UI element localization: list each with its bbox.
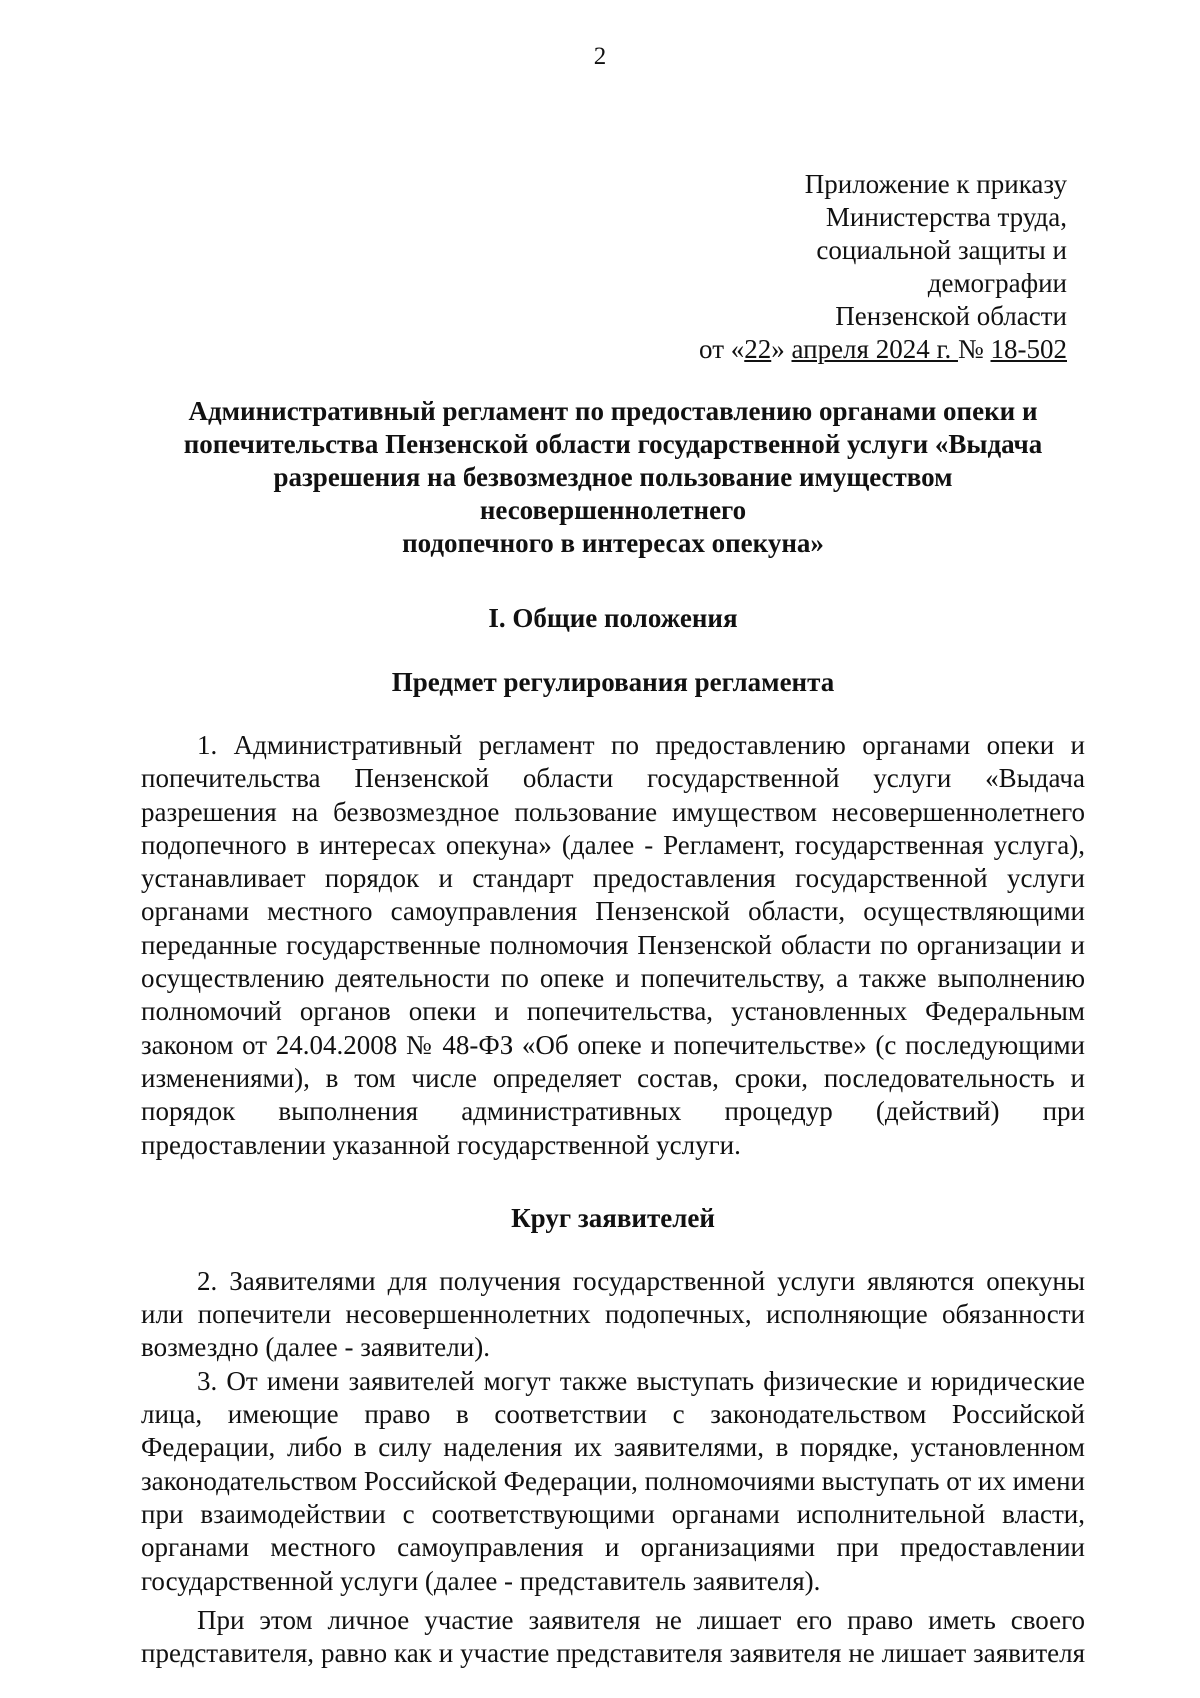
appendix-line: демографии xyxy=(927,268,1067,298)
document-title xyxy=(141,395,1085,560)
subsection-heading-applicants: Круг заявителей xyxy=(511,1202,715,1233)
appendix-line: Приложение к приказу xyxy=(804,169,1067,199)
order-number: 18-502 xyxy=(990,334,1067,364)
title-line: Административный регламент по предоставлению органами опеки и xyxy=(188,396,1038,426)
title-line: подопечного в интересах опекуна» xyxy=(402,528,824,558)
title-line: разрешения на безвозмездное пользование имуществом несовершеннолетнего xyxy=(273,462,953,525)
paragraph-4: При этом личное участие заявителя не лишает его право иметь своего представителя, равно как и участие представителя заявителя не лишает заявителя xyxy=(141,1604,1085,1669)
page-number: 2 xyxy=(593,43,607,70)
appendix-line: социальной защиты и xyxy=(816,235,1067,265)
title-line: попечительства Пензенской области государственной услуги «Выдача xyxy=(183,429,1043,459)
appendix-line: Министерства труда, xyxy=(825,202,1067,232)
document-body xyxy=(141,395,1085,1670)
paragraph-2: 2. Заявителями для получения государственной услуги являются опекуны или попечители несовершеннолетних подопечных, исполняющие обязанности возмездно (далее - заявители). xyxy=(141,1265,1085,1363)
date-prefix: от « xyxy=(699,334,745,364)
paragraph-3: 3. От имени заявителей могут также выступать физические и юридические лица, имеющие право в соответствии с законодательством Российской Федерации, либо в силу наделения их заявителями, в порядке, установленном законодательством Российской Федерации, полномочиями выступать от их имени при взаимодействии с соответствующими органами исполнительной власти, органами местного самоуправления и организациями при предоставлении государственной услуги (далее - представитель заявителя). xyxy=(141,1365,1085,1596)
order-day: 22 xyxy=(744,334,772,364)
subsection-heading-subject: Предмет регулирования регламента xyxy=(391,667,835,697)
section-heading: I. Общие положения xyxy=(488,603,738,633)
appendix-line: Пензенской области xyxy=(835,301,1067,331)
date-mid: » xyxy=(771,334,792,364)
number-prefix: № xyxy=(957,334,991,364)
paragraph-1: 1. Административный регламент по предоставлению органами опеки и попечительства Пензенской области государственной услуги «Выдача разрешения на безвозмездное пользование имуществом несовершеннолетнего подопечного в интересах опекуна» (далее - Регламент, государственная услуга), устанавливает порядок и стандарт предоставления государственной услуги органами местного самоуправления Пензенской области, осуществляющими переданные государственные полномочия Пензенской области по организации и осуществлению деятельности по опеке и попечительству, а также выполнению полномочий органов опеки и попечительства, установленных Федеральным законом от 24.04.2008 № 48-ФЗ «Об опеке и попечительстве» (с последующими изменениями), в том числе определяет состав, сроки, последовательность и порядок выполнения административных процедур (действий) при предоставлении указанной государственной услуги. xyxy=(141,730,1085,1160)
appendix-order-date-line xyxy=(699,333,1067,366)
order-month-year: апреля 2024 г. xyxy=(791,334,958,364)
appendix-block xyxy=(699,168,1067,366)
